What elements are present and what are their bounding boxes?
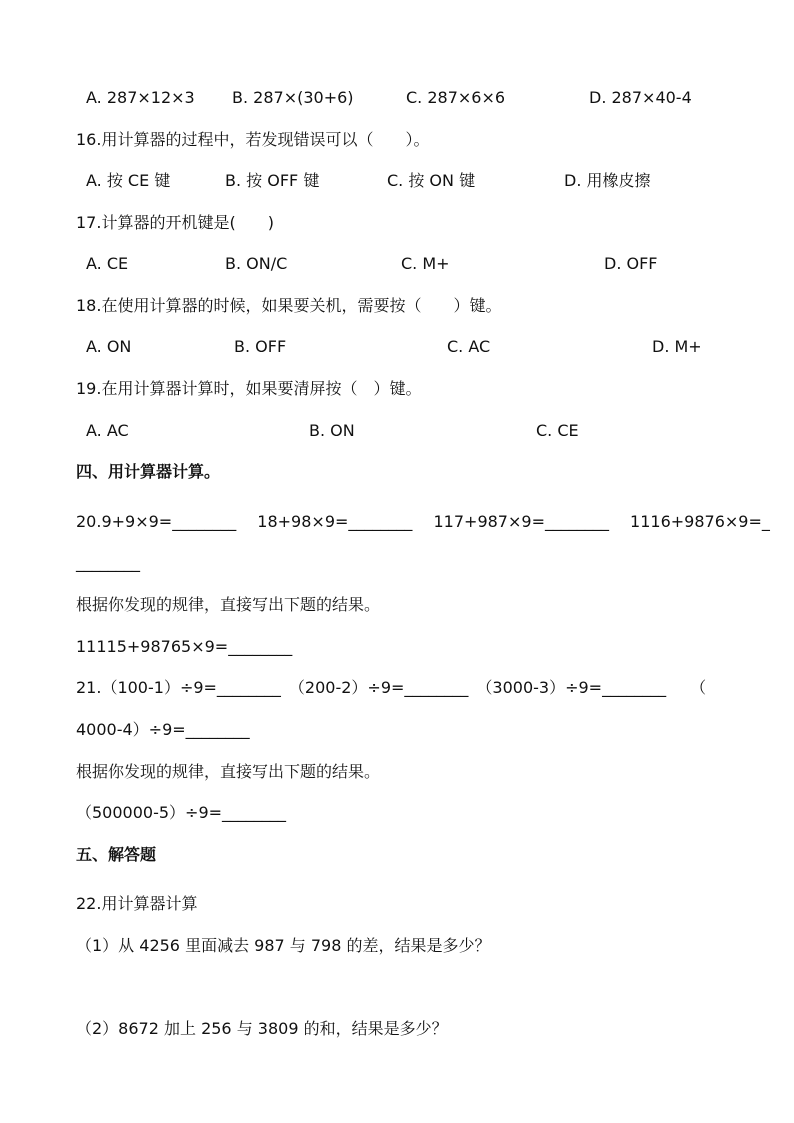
q15-option-c: C. 287×6×6	[406, 88, 506, 107]
q18-option-c: C. AC	[447, 337, 491, 356]
section4-heading: 四、用计算器计算。	[76, 462, 221, 481]
q17-option-d: D. OFF	[604, 254, 658, 273]
q21-hint: 根据你发现的规律，直接写出下题的结果。	[76, 762, 381, 781]
q22-part1: （1）从 4256 里面减去 987 与 798 的差，结果是多少？	[76, 936, 491, 955]
q16-option-b: B. 按 OFF 键	[225, 171, 320, 190]
q15-option-a: A. 287×12×3	[86, 88, 195, 107]
q16-option-c: C. 按 ON 键	[387, 171, 476, 190]
q22-part2: （2）8672 加上 256 与 3809 的和，结果是多少？	[76, 1019, 448, 1038]
q17-option-a: A. CE	[86, 254, 129, 273]
q19-option-a: A. AC	[86, 421, 129, 440]
q16-option-a: A. 按 CE 键	[86, 171, 171, 190]
q19-option-c: C. CE	[536, 421, 579, 440]
q16-options	[86, 171, 766, 193]
q16-stem: 16.用计算器的过程中，若发现错误可以（ ）。	[76, 130, 430, 149]
q15-option-b: B. 287×(30+6)	[232, 88, 354, 107]
q19-option-b: B. ON	[309, 421, 355, 440]
q19-stem: 19.在用计算器计算时，如果要清屏按（ ）键。	[76, 379, 422, 398]
q22-stem: 22.用计算器计算	[76, 894, 198, 913]
q17-option-b: B. ON/C	[225, 254, 288, 273]
q20-line1: 20.9+9×9=________ 18+98×9=________ 117+987×9=________ 1116+9876×9=_	[76, 512, 770, 531]
q18-option-b: B. OFF	[234, 337, 287, 356]
section5-heading: 五、解答题	[76, 845, 157, 864]
q17-option-c: C. M+	[401, 254, 450, 273]
q20-extra: 11115+98765×9=________	[76, 637, 293, 656]
q21-extra: （500000-5）÷9=________	[76, 803, 287, 822]
q16-option-d: D. 用橡皮擦	[564, 171, 651, 190]
q17-options	[86, 254, 766, 276]
q18-options	[86, 337, 766, 359]
q18-option-a: A. ON	[86, 337, 132, 356]
q21-line2: 4000-4）÷9=________	[76, 720, 250, 739]
q17-stem: 17.计算器的开机键是( )	[76, 213, 274, 232]
q20-line2: ________	[76, 553, 140, 572]
q15-option-d: D. 287×40-4	[589, 88, 692, 107]
q21-line1: 21.（100-1）÷9=________ （200-2）÷9=________ （3000-3）÷9=________ （	[76, 678, 707, 697]
q15-options	[86, 88, 766, 110]
q18-stem: 18.在使用计算器的时候，如果要关机，需要按（ ）键。	[76, 296, 502, 315]
q18-option-d: D. M+	[652, 337, 702, 356]
q19-options	[86, 421, 766, 443]
q20-hint: 根据你发现的规律，直接写出下题的结果。	[76, 595, 381, 614]
